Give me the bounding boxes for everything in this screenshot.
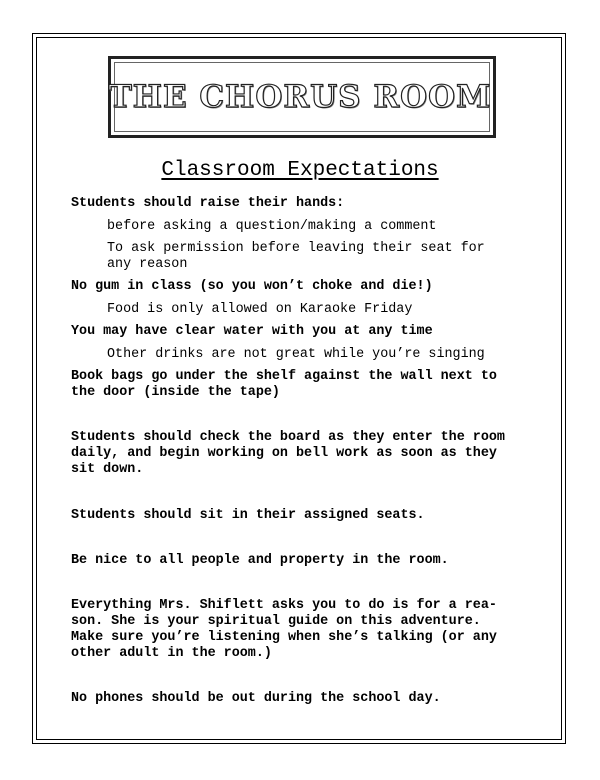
rule-check-board-line-1: Students should check the board as they enter the room (71, 430, 505, 445)
rule-listen-line-4: other adult in the room.) (71, 646, 272, 661)
rule-clear-water-sub-1: Other drinks are not great while you’re singing (107, 347, 485, 362)
rule-no-phones: No phones should be out during the school day. (71, 691, 441, 706)
rule-be-nice: Be nice to all people and property in the room. (71, 553, 449, 568)
rule-clear-water: You may have clear water with you at any time (71, 324, 433, 339)
page-subtitle: Classroom Expectations (161, 159, 439, 182)
rule-book-bags-line-2: the door (inside the tape) (71, 385, 280, 400)
rule-raise-hands-sub-3: any reason (107, 257, 188, 272)
rule-raise-hands-sub-1: before asking a question/making a comment (107, 219, 437, 234)
rule-no-gum: No gum in class (so you won’t choke and die!) (71, 279, 433, 294)
rule-no-gum-sub-1: Food is only allowed on Karaoke Friday (107, 302, 413, 317)
rule-listen-line-3: Make sure you’re listening when she’s talking (or any (71, 630, 497, 645)
rule-listen-line-1: Everything Mrs. Shiflett asks you to do is for a rea- (71, 598, 497, 613)
rule-raise-hands-sub-2: To ask permission before leaving their seat for (107, 241, 485, 256)
rule-raise-hands: Students should raise their hands: (71, 196, 345, 211)
rule-check-board-line-3: sit down. (71, 462, 144, 477)
rule-listen-line-2: son. She is your spiritual guide on this adventure. (71, 614, 481, 629)
rule-assigned-seats: Students should sit in their assigned seats. (71, 508, 425, 523)
page-title: THE CHORUS ROOM (108, 79, 492, 115)
rule-check-board-line-2: daily, and begin working on bell work as soon as they (71, 446, 497, 461)
rule-book-bags-line-1: Book bags go under the shelf against the wall next to (71, 369, 497, 384)
